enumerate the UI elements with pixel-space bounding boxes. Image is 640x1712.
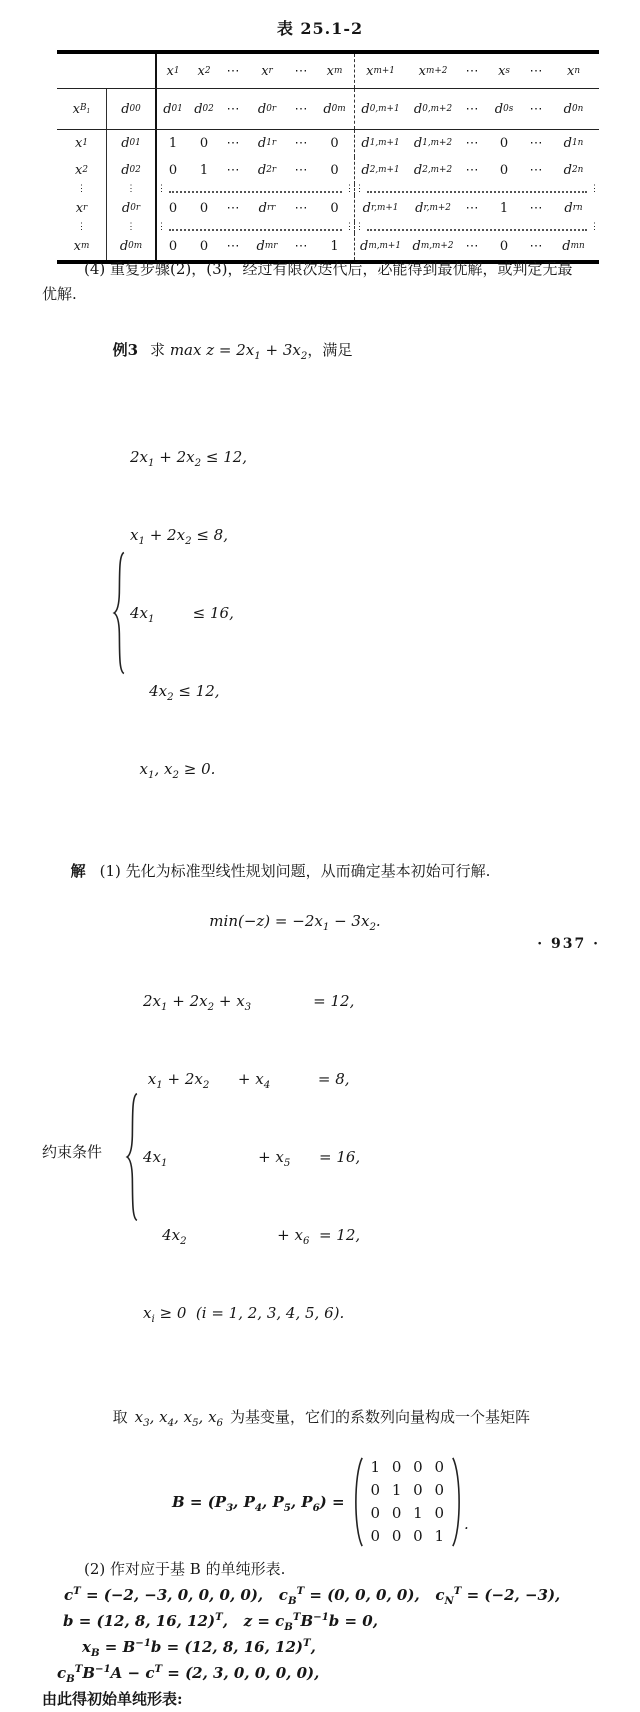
basis-text <box>42 1380 618 1455</box>
table-cell: 0 <box>330 163 339 178</box>
table-cell: ⋯ <box>465 101 479 117</box>
table-cell: d 0,m+2 <box>413 101 453 117</box>
table-cell: 0 <box>499 136 509 151</box>
vdots: ⋮ <box>590 222 599 232</box>
table-cell: d mr <box>256 239 278 254</box>
table-cell: ⋯ <box>465 63 479 79</box>
step2-heading: (2) 作对应于基 B 的单纯形表. <box>84 1560 286 1578</box>
table-cell: x 2 <box>57 157 107 184</box>
example3-pre: 求 <box>150 341 170 359</box>
table-cell: d rn <box>564 201 583 216</box>
table-cell: x s <box>498 63 510 79</box>
matrix-lhs: $B = (P_3$, $P_4$, $P_5$, $P_6$) = <box>172 1492 345 1514</box>
constraint-line: $2x_1 + 2x_2 + x_3$ = 12, <box>143 992 355 1013</box>
constraint-line: $x_1 + 2x_2$ + $x_4$ = 8, <box>143 1070 350 1091</box>
page-number: · 937 · <box>537 936 600 952</box>
matrix-row: 0 1 0 0 <box>370 1481 445 1499</box>
constraint-line: $x_1 + 2x_2 \le 8$, <box>130 526 228 547</box>
table-cell: 0 <box>199 201 209 216</box>
left-brace-icon <box>112 550 126 676</box>
table-cell: ⋯ <box>294 136 308 151</box>
basis-matrix-equation <box>172 1455 618 1549</box>
constraint-system-1 <box>112 392 618 834</box>
table-cell: d 1,m+1 <box>354 130 406 157</box>
table-cell: ⋯ <box>226 201 240 216</box>
dotted-leader <box>367 224 587 231</box>
constraint-line: $2x_1 + 2x_2 \le 12$, <box>130 448 248 469</box>
objective-line: $\min(-z) = -2x_1 - 3x_2$. <box>209 912 381 933</box>
table-cell: 0 <box>499 163 509 178</box>
example3-post: ，满足 <box>307 341 353 359</box>
vdots: ⋮ <box>590 184 599 194</box>
table-cell: ⋯ <box>294 101 308 117</box>
table-cell: d 0,m+1 <box>354 89 406 129</box>
table-cell: ⋯ <box>226 101 240 117</box>
basis-pre: 取 <box>112 1408 128 1426</box>
table-cell: d 0r <box>107 195 157 222</box>
table-cell: 0 <box>168 163 178 178</box>
table-cell: x m+1 <box>354 54 406 88</box>
table-cell: ⋯ <box>465 163 479 178</box>
constraints-label: 约束条件 <box>42 1142 103 1161</box>
closing-line: 由此得初始单纯形表: <box>42 1690 183 1708</box>
matrix-row: 0 0 0 1 <box>370 1527 445 1545</box>
basis-post: 为基变量，它们的系数列向量构成一个基矩阵 <box>230 1408 531 1426</box>
table-d0-header-row <box>57 89 599 130</box>
table-cell <box>354 184 599 195</box>
table-cell: 1 <box>168 136 178 151</box>
table-cell: ⋯ <box>226 239 240 254</box>
matrix-row: 0 0 1 0 <box>370 1504 445 1522</box>
table-cell: d 1,m+2 <box>413 136 453 151</box>
table-cell: d 0m <box>107 233 157 260</box>
page-title: 表 25.1-2 <box>276 19 364 38</box>
eq-reduced-costs: $c_B^TB^{-1}A - c^T = (2$, 3, 0, 0, 0, 0), <box>57 1663 320 1685</box>
table-cell: ⋯ <box>465 136 479 151</box>
dotted-leader <box>367 186 587 193</box>
table-row-xm <box>57 233 599 260</box>
table-cell: d 02 <box>194 101 214 117</box>
vdots: ⋮ <box>355 222 364 232</box>
table-row-x1 <box>57 130 599 157</box>
step4-line2: 优解. <box>42 285 77 303</box>
table-cell: x $B_1$ <box>57 89 107 129</box>
table-cell: ⋯ <box>294 201 308 216</box>
table-cell: d 2n <box>563 163 584 178</box>
constraint-line: $4x_1$ + $x_5$ = 16, <box>143 1148 361 1169</box>
solve-label: 解 <box>70 862 86 880</box>
table-cell: 0 <box>168 239 178 254</box>
table-cell: ⋮ <box>57 184 107 195</box>
table-cell: x 1 <box>166 63 180 79</box>
table-cell: 0 <box>199 136 209 151</box>
step4-line1: (4) 重复步骤(2)，(3)，经过有限次迭代后，必能得到最优解，或判定无最 <box>84 260 573 278</box>
vdots: ⋮ <box>157 184 166 194</box>
dotted-leader <box>169 224 342 231</box>
table-cell: 0 <box>330 201 339 216</box>
table-cell: x r <box>57 195 107 222</box>
table-cell: ⋯ <box>529 63 543 79</box>
table-cell: 1 <box>199 163 209 178</box>
simplex-table <box>57 50 599 264</box>
constraint-line: $4x_2 \le 12$, <box>130 682 220 703</box>
table-cell: x 2 <box>197 63 211 79</box>
matrix-period: . <box>464 1515 469 1533</box>
right-paren-icon <box>451 1456 464 1548</box>
table-row-xr <box>57 195 599 222</box>
page-body <box>42 257 618 1712</box>
table-cell: ⋯ <box>465 201 479 216</box>
table-cell: d m,m+2 <box>412 239 454 254</box>
table-cell: 1 <box>499 201 509 216</box>
table-cell: d 0n <box>563 101 584 117</box>
table-cell: ⋯ <box>529 239 543 254</box>
table-cell: 1 <box>330 239 339 254</box>
table-cell: x m+2 <box>418 63 448 79</box>
table-cell <box>157 184 354 195</box>
table-cell: d r,m+1 <box>354 195 406 222</box>
eq-cost-vectors: $c^T = (-2$, −3, 0, 0, 0, 0), $c_B^T = (0$, 0, 0, 0), $c_N^T = (-2$, −3), <box>64 1585 561 1607</box>
table-cell: d m,m+1 <box>354 233 406 260</box>
table-cell: ⋯ <box>465 239 479 254</box>
table-cell: d 01 <box>163 101 183 117</box>
table-cell: d 02 <box>107 157 157 184</box>
table-cell: ⋯ <box>529 136 543 151</box>
constraint-lines <box>143 936 360 1378</box>
table-cell: d mn <box>562 239 585 254</box>
table-cell: ⋯ <box>529 101 543 117</box>
vdots: ⋮ <box>355 184 364 194</box>
constraint-system-2 <box>42 936 618 1378</box>
table-cell: ⋯ <box>226 163 240 178</box>
constraint-line: $x_i \ge 0$ (i = 1, 2, 3, 4, 5, 6). <box>143 1304 345 1325</box>
table-variable-header-row <box>57 54 599 89</box>
vdots: ⋮ <box>345 184 354 194</box>
table-cell: ⋯ <box>226 136 240 151</box>
constraint-line: $4x_1$ ≤ 16, <box>130 604 234 625</box>
eq-b-and-z: b = (12, 8, 16, 12)$^T$, $z = c_B^TB^{-1}b = 0$, <box>63 1611 378 1633</box>
table-cell: d 01 <box>107 130 157 157</box>
table-cell: 0 <box>199 239 209 254</box>
solve-text: (1) 先化为标准型线性规划问题，从而确定基本初始可行解. <box>99 862 491 880</box>
table-ellipsis-row <box>57 184 599 195</box>
example3-label: 例3 <box>112 341 139 359</box>
table-cell: x r <box>261 63 273 79</box>
table-cell: x 1 <box>57 130 107 157</box>
solve-heading <box>42 834 618 909</box>
eq-basic-solution: $x_B = B^{-1}b = (12$, 8, 16, 12)$^T$, <box>82 1637 316 1659</box>
matrix-row: 1 0 0 0 <box>370 1458 445 1476</box>
table-cell: 0 <box>168 201 178 216</box>
table-cell: d 2r <box>257 163 277 178</box>
table-cell: d 1n <box>563 136 584 151</box>
table-cell: d 00 <box>107 89 157 129</box>
left-paren-icon <box>351 1456 364 1548</box>
table-cell-empty <box>57 54 157 88</box>
example3-objective: $\max z = 2x_1 + 3x_2$ <box>169 341 308 362</box>
table-row-x2 <box>57 157 599 184</box>
table-cell: d 0m <box>323 101 346 117</box>
table-cell: 0 <box>499 239 509 254</box>
constraint-line: $4x_2$ + $x_6 = 12$, <box>143 1226 361 1247</box>
table-cell: d 2,m+1 <box>354 157 406 184</box>
table-cell: ⋮ <box>57 222 107 233</box>
table-cell: ⋯ <box>294 163 308 178</box>
table-cell <box>354 222 599 233</box>
basis-variables: $x_3$, $x_4$, $x_5$, $x_6$ <box>134 1408 224 1429</box>
table-cell: d rr <box>258 201 276 216</box>
table-ellipsis-row <box>57 222 599 233</box>
table-cell: x m <box>326 63 343 79</box>
constraint-line: $x_1$, $x_2 \ge 0$. <box>130 760 216 781</box>
identity-matrix <box>364 1456 451 1548</box>
table-cell: ⋮ <box>107 184 157 195</box>
table-cell: ⋯ <box>529 201 543 216</box>
left-brace-icon <box>125 1091 139 1223</box>
table-cell: ⋯ <box>529 163 543 178</box>
table-cell: x n <box>566 63 581 79</box>
table-cell: d 2,m+2 <box>413 163 453 178</box>
constraint-lines <box>130 392 247 834</box>
table-cell: d 0r <box>257 101 277 117</box>
table-cell: ⋯ <box>294 239 308 254</box>
table-cell: x m <box>57 233 107 260</box>
table-cell <box>157 222 354 233</box>
table-cell: d 0s <box>494 101 514 117</box>
table-cell: 0 <box>330 136 339 151</box>
table-cell: d 1r <box>257 136 277 151</box>
table-cell: ⋯ <box>294 63 308 79</box>
vdots: ⋮ <box>157 222 166 232</box>
table-cell: d r,m+2 <box>415 201 451 216</box>
vdots: ⋮ <box>345 222 354 232</box>
table-cell: ⋮ <box>107 222 157 233</box>
dotted-leader <box>169 186 342 193</box>
example3-heading <box>42 313 618 388</box>
table-cell: ⋯ <box>226 63 240 79</box>
